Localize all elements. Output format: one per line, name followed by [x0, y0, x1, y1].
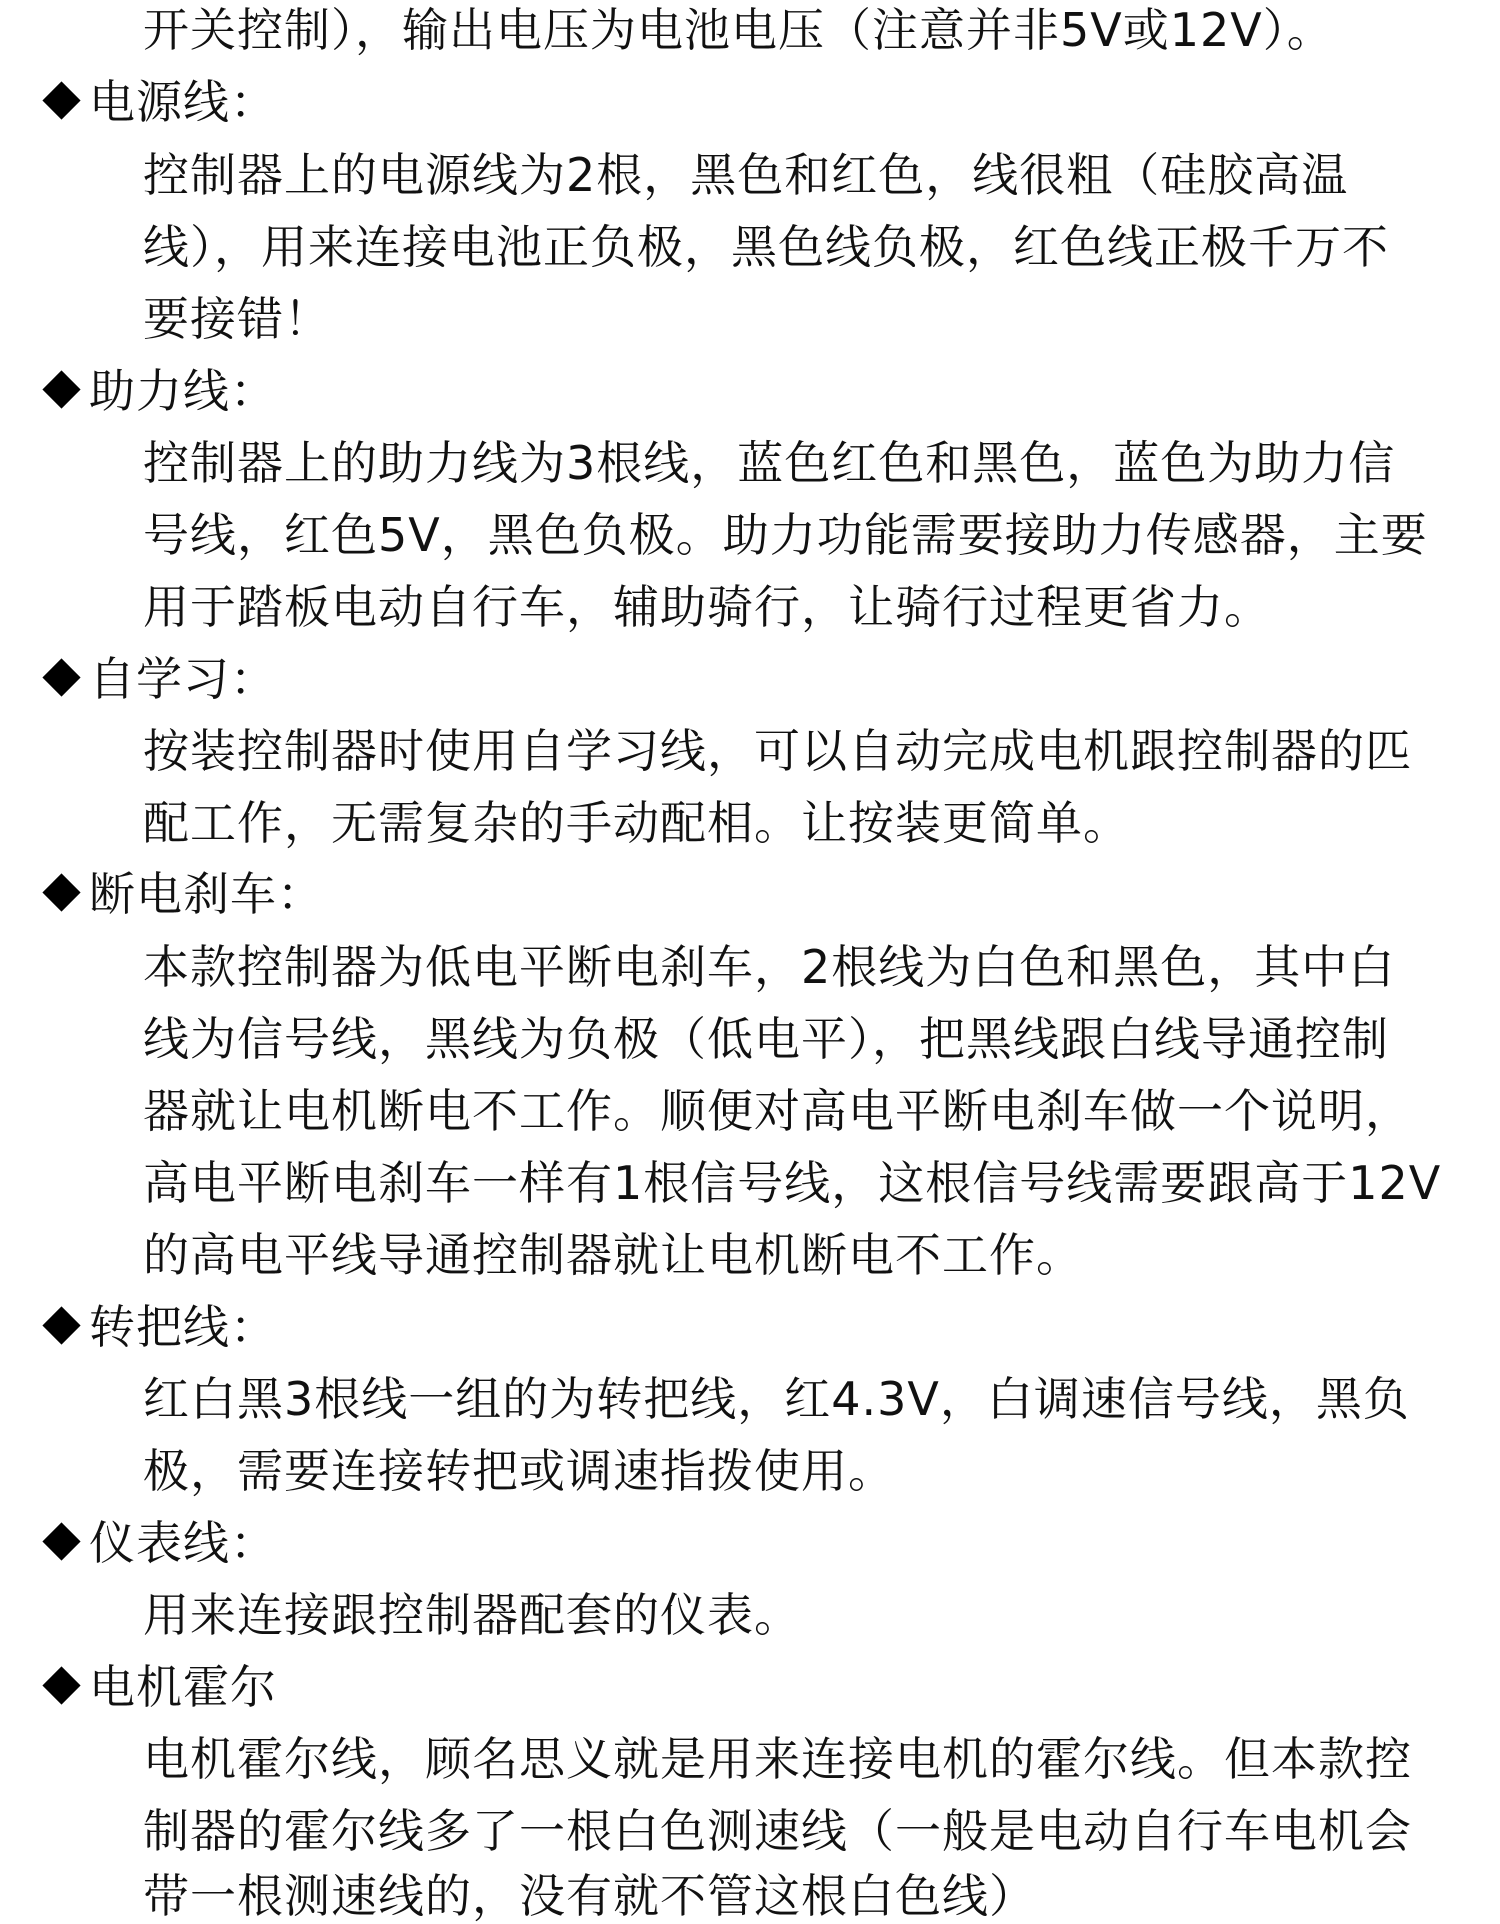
paragraph-line: 线为信号线，黑线为负极（低电平），把黑线跟白线导通控制 — [143, 1012, 1389, 1066]
paragraph-line: 用来连接跟控制器配套的仪表。 — [143, 1588, 801, 1642]
diamond-bullet-icon — [42, 873, 80, 911]
section-title: 电机霍尔 — [89, 1660, 277, 1714]
paragraph-line: 带一根测速线的，没有就不管这根白色线） — [143, 1869, 1036, 1923]
diamond-bullet-icon — [42, 81, 80, 119]
section-heading-motor-hall — [42, 1659, 277, 1715]
section-title: 仪表线： — [89, 1516, 277, 1570]
section-heading-brake — [42, 866, 324, 922]
paragraph-line: 电机霍尔线，顾名思义就是用来连接电机的霍尔线。但本款控 — [143, 1732, 1412, 1786]
paragraph-line: 器就让电机断电不工作。顺便对高电平断电刹车做一个说明， — [143, 1084, 1412, 1138]
diamond-bullet-icon — [42, 1666, 80, 1704]
section-title: 电源线： — [89, 75, 277, 129]
paragraph-line: 要接错！ — [143, 292, 331, 346]
section-title: 转把线： — [89, 1300, 277, 1354]
paragraph-line: 制器的霍尔线多了一根白色测速线（一般是电动自行车电机会 — [143, 1804, 1412, 1858]
paragraph-line: 高电平断电刹车一样有1根信号线，这根信号线需要跟高于12V — [143, 1156, 1442, 1210]
paragraph-line: 用于踏板电动自行车，辅助骑行，让骑行过程更省力。 — [143, 580, 1271, 634]
paragraph-line: 配工作，无需复杂的手动配相。让按装更简单。 — [143, 796, 1130, 850]
paragraph-line: 本款控制器为低电平断电刹车，2根线为白色和黑色，其中白 — [143, 940, 1396, 994]
intro-text: 开关控制），输出电压为电池电压（注意并非5V或12V）。 — [143, 3, 1334, 57]
paragraph-line: 号线，红色5V，黑色负极。助力功能需要接助力传感器，主要 — [143, 508, 1428, 562]
section-heading-meter — [42, 1515, 277, 1571]
paragraph-line: 线），用来连接电池正负极，黑色线负极，红色线正极千万不 — [143, 220, 1389, 274]
section-heading-assist — [42, 363, 277, 419]
diamond-bullet-icon — [42, 1522, 80, 1560]
paragraph-line: 控制器上的助力线为3根线，蓝色红色和黑色，蓝色为助力信 — [143, 436, 1396, 490]
section-title: 助力线： — [89, 364, 277, 418]
section-heading-power — [42, 74, 277, 130]
paragraph-line: 控制器上的电源线为2根，黑色和红色，线很粗（硅胶高温 — [143, 148, 1349, 202]
section-title: 自学习： — [89, 652, 277, 706]
paragraph-line: 极，需要连接转把或调速指拨使用。 — [143, 1444, 895, 1498]
paragraph-line: 的高电平线导通控制器就让电机断电不工作。 — [143, 1228, 1083, 1282]
diamond-bullet-icon — [42, 1306, 80, 1344]
section-heading-self-learning — [42, 651, 277, 707]
section-title: 断电刹车： — [89, 867, 324, 921]
paragraph-line: 按装控制器时使用自学习线，可以自动完成电机跟控制器的匹 — [143, 724, 1412, 778]
paragraph-line: 红白黑3根线一组的为转把线，红4.3V，白调速信号线，黑负 — [143, 1372, 1410, 1426]
diamond-bullet-icon — [42, 658, 80, 696]
diamond-bullet-icon — [42, 370, 80, 408]
section-heading-throttle — [42, 1299, 277, 1355]
